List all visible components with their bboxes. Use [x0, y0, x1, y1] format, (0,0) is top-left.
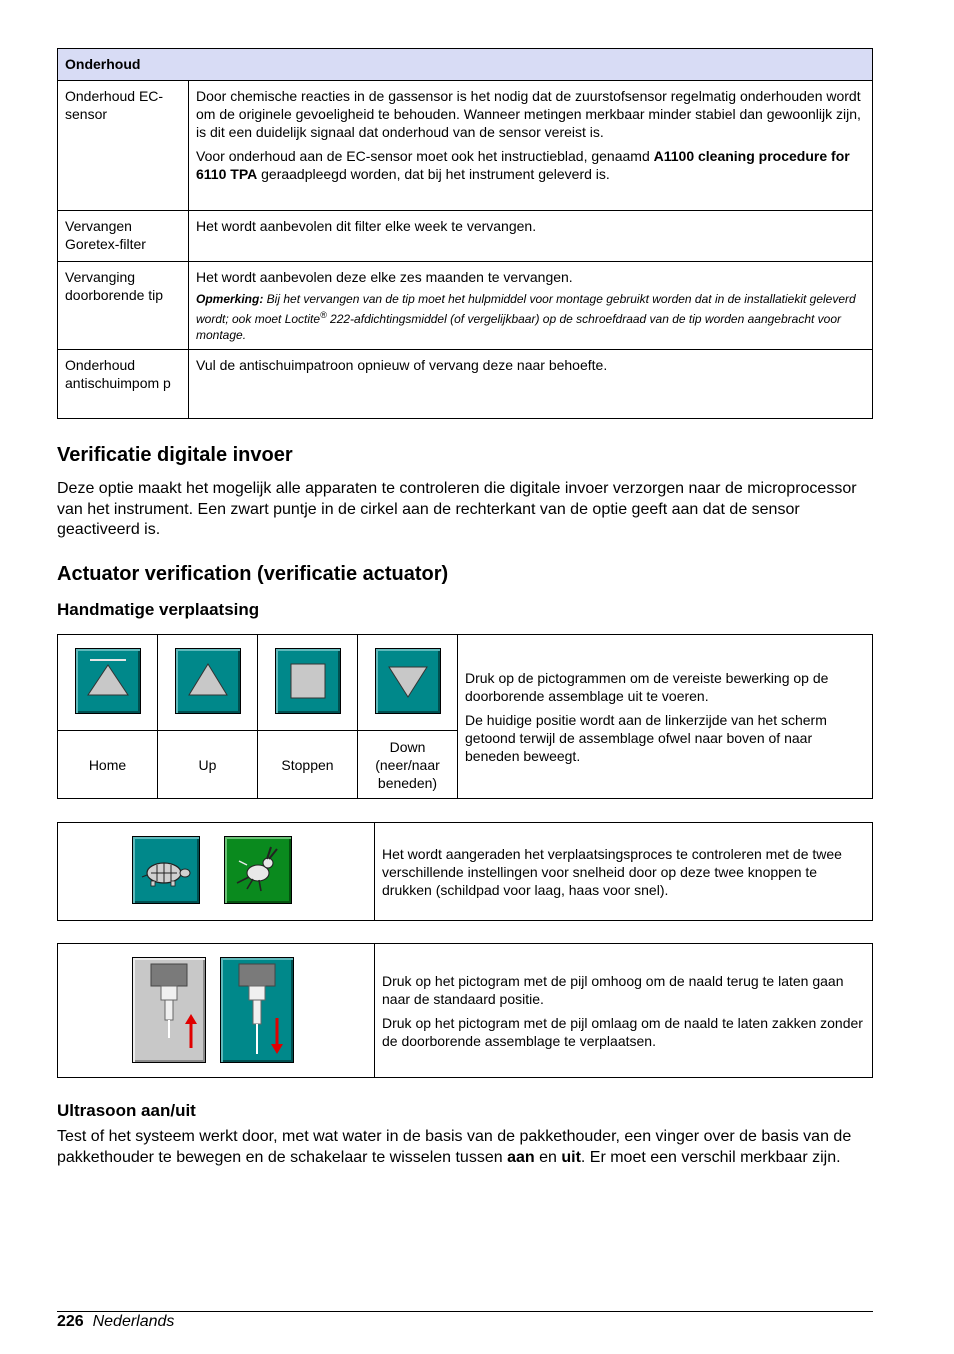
needle-up-button[interactable] [132, 957, 206, 1063]
description-text: Druk op de pictogrammen om de vereiste bewerking op de doorborende assemblage uit te voeren. [465, 669, 829, 704]
row-label: Onderhoud EC-sensor [58, 81, 189, 211]
buttons-description [458, 635, 873, 799]
maintenance-table-header: Onderhoud [58, 49, 873, 81]
speed-icons-cell [58, 823, 375, 921]
turtle-icon [133, 837, 199, 903]
footer [57, 1312, 174, 1332]
home-button[interactable] [75, 648, 141, 714]
needle-down-button[interactable] [220, 957, 294, 1063]
home-cell [58, 635, 158, 731]
fast-speed-button[interactable] [224, 836, 292, 904]
note-text: Opmerking: Bij het vervangen van de tip moet het hulpmiddel voor montage gebruikt worden dat in de installatiekit geleverd wordt; ook moet Loctite® 222-afdichtingsmiddel (of vergelijkbaar) op de schroefdraad van de tip worden aangebracht voor montage. [196, 292, 856, 342]
section-body-digital: Deze optie maakt het mogelijk alle apparaten te controleren die digitale invoer verzorgen naar de microprocessor van het instrument. Een zwart puntje in de cirkel aan de rechterkant van de optie geeft aan dat de sensor geactiveerd is. [57, 480, 857, 538]
table-row [58, 350, 873, 419]
row-content [189, 262, 873, 350]
needle-icons-cell [58, 944, 375, 1078]
needle-table [57, 943, 873, 1078]
section-title-actuator: Actuator verification (verificatie actuator) [57, 563, 449, 585]
row-text: Het wordt aanbevolen dit filter elke week te vervangen. [189, 211, 873, 262]
needle-description [375, 944, 873, 1078]
stop-square-icon [276, 649, 340, 713]
description-text: De huidige positie wordt aan de linkerzijde van het scherm getoond terwijl de assemblage ofwel naar boven of naar beneden beweegt. [465, 711, 827, 764]
up-cell [158, 635, 258, 731]
table-row [58, 211, 873, 262]
hare-icon [225, 837, 291, 903]
up-arrow-icon [176, 649, 240, 713]
table-row [58, 81, 873, 211]
down-button[interactable] [375, 648, 441, 714]
down-label: Down (neer/naar beneden) [358, 731, 458, 799]
row-label: Onderhoud antischuimpom p [58, 350, 189, 419]
home-arrow-icon [76, 649, 140, 713]
footer-language: Nederlands [92, 1313, 175, 1330]
stop-label: Stoppen [258, 731, 358, 799]
row-text: Voor onderhoud aan de EC-sensor moet ook het instructieblad, genaamd A1100 cleaning procedure for 6110 TPA geraadpleegd worden, dat bij het instrument geleverd is. [196, 148, 850, 182]
section-title-digital: Verificatie digitale invoer [57, 444, 293, 466]
slow-speed-button[interactable] [132, 836, 200, 904]
needle-up-icon [133, 958, 205, 1062]
table-row [58, 262, 873, 350]
row-content [189, 81, 873, 211]
row-label: Vervangen Goretex-filter [58, 211, 189, 262]
description-text: Druk op het pictogram met de pijl omhoog om de naald terug te laten gaan naar de standaard positie. [382, 972, 844, 1007]
row-text: Door chemische reacties in de gassensor is het nodig dat de zuurstofsensor regelmatig onderhouden wordt om de originele gevoeligheid te behouden. Wanneer metingen merkbaar minder stabiel dan gewoonlijk zijn, is dit een duidelijk signaal dat onderhoud van de sensor vereist is. [196, 88, 861, 140]
subtitle-ultrasound: Ultrasoon aan/uit [57, 1101, 196, 1120]
row-label: Vervanging doorborende tip [58, 262, 189, 350]
speed-table [57, 822, 873, 921]
stop-cell [258, 635, 358, 731]
row-text: Vul de antischuimpatroon opnieuw of vervang deze naar behoefte. [189, 350, 873, 419]
home-label: Home [58, 731, 158, 799]
row-text: Het wordt aanbevolen deze elke zes maanden te vervangen. [196, 269, 573, 285]
description-text: Druk op het pictogram met de pijl omlaag om de naald te laten zakken zonder de doorborende assemblage te verplaatsen. [382, 1014, 863, 1049]
needle-down-icon [221, 958, 293, 1062]
up-label: Up [158, 731, 258, 799]
down-arrow-icon [376, 649, 440, 713]
up-button[interactable] [175, 648, 241, 714]
ultrasound-body: Test of het systeem werkt door, met wat water in de basis van de pakkethouder, een vinger over de basis van de pakkethouder te bewegen en de schakelaar te wisselen tussen aan en uit. Er moet een verschil merkbaar zijn. [57, 1128, 852, 1166]
subtitle-manual: Handmatige verplaatsing [57, 600, 260, 619]
movement-buttons-table [57, 634, 873, 799]
page-number: 226 [57, 1313, 84, 1330]
speed-description: Het wordt aangeraden het verplaatsingsproces te controleren met de twee verschillende instellingen voor snelheid door op deze twee knoppen te drukken (schildpad voor laag, haas voor snel). [375, 823, 873, 921]
footer-rule [57, 1311, 873, 1312]
stop-button[interactable] [275, 648, 341, 714]
maintenance-table [57, 48, 873, 419]
down-cell [358, 635, 458, 731]
